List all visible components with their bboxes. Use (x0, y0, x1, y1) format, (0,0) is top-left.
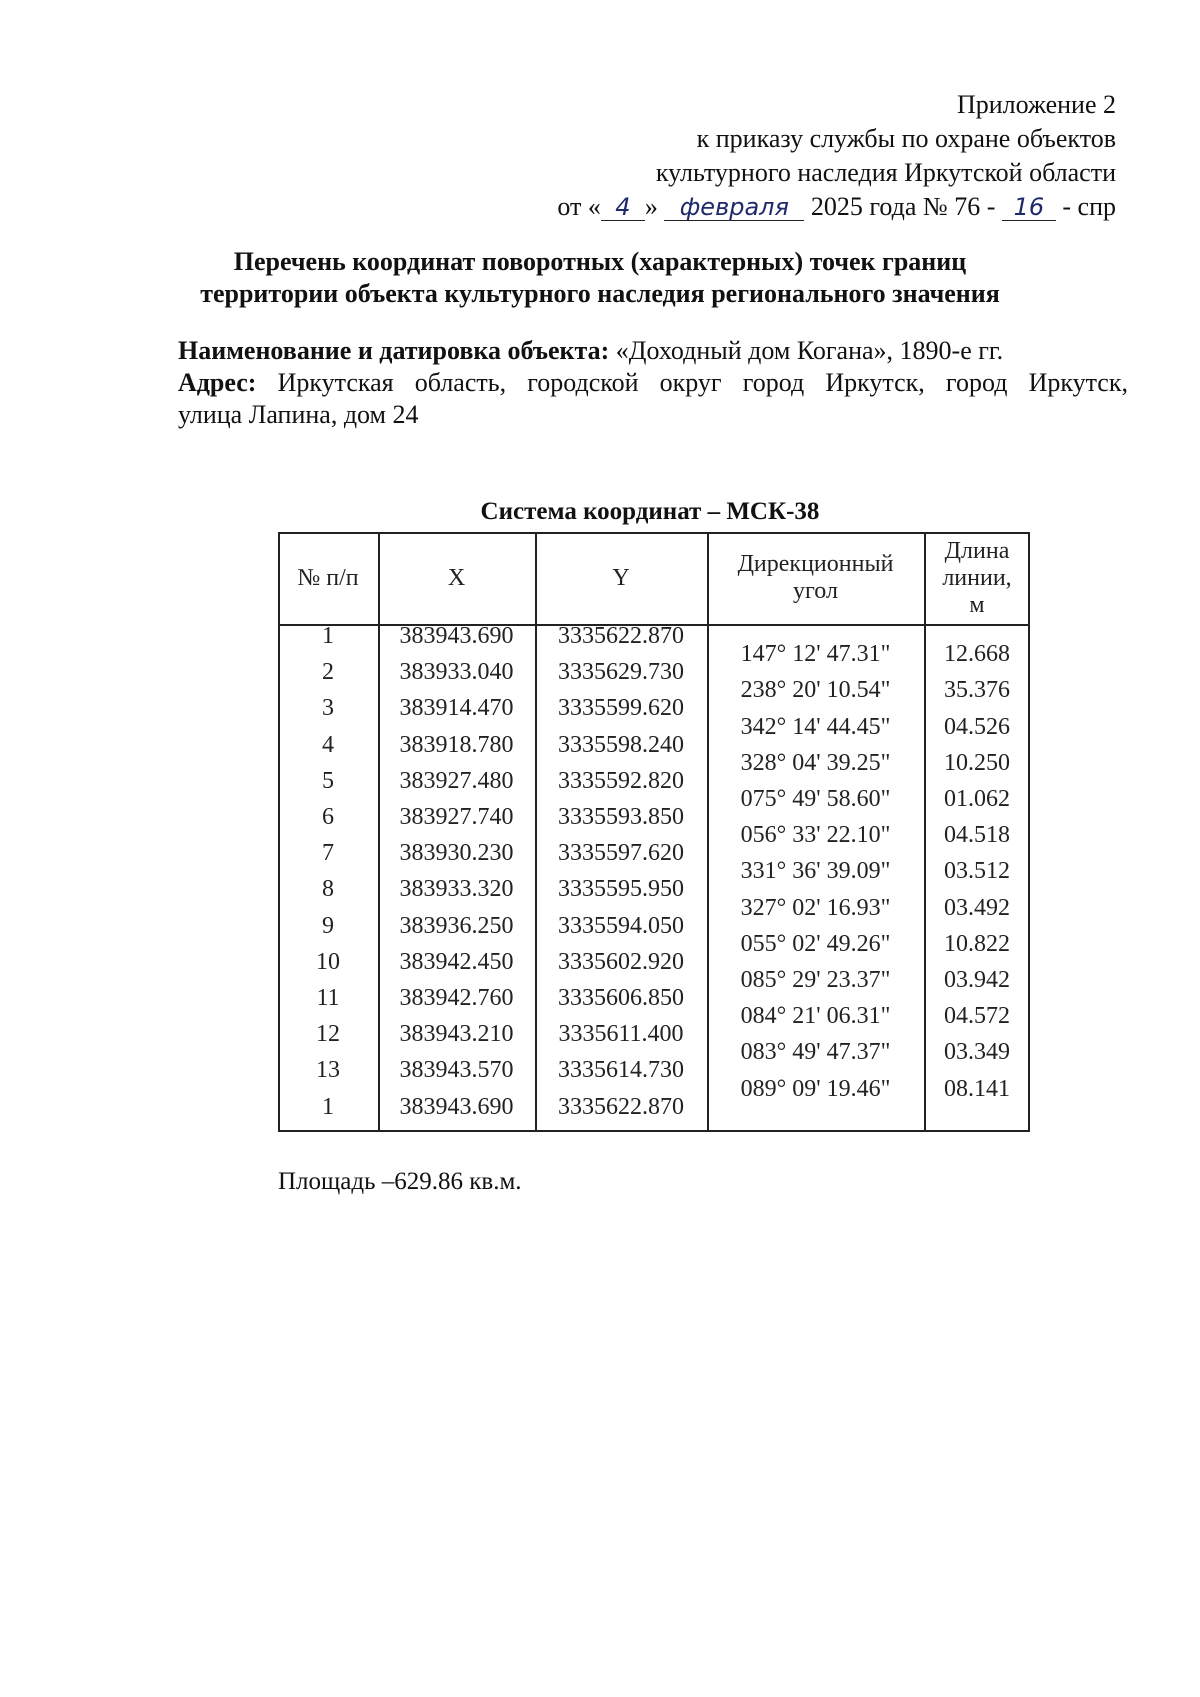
line-length-cell: 03.492 (944, 894, 1010, 921)
address-word: Иркутск, (1028, 368, 1128, 397)
y-coordinate-cell: 3335614.730 (558, 1057, 684, 1084)
point-number-cell: 13 (316, 1057, 340, 1084)
header-direction-angle (707, 532, 924, 624)
x-coordinate-cell: 383942.760 (399, 985, 514, 1011)
point-number-cell: 10 (316, 948, 340, 975)
line-length-cell: 12.668 (944, 641, 1010, 668)
line-length-cell: 04.526 (944, 713, 1010, 740)
handwritten-day: 4 (601, 194, 645, 221)
point-number-cell: 9 (322, 912, 334, 939)
x-coordinate-cell: 383943.570 (399, 1057, 514, 1084)
y-coordinate-cell: 3335629.730 (558, 659, 684, 686)
address-word: Иркутская (277, 368, 394, 397)
document-title (110, 246, 1090, 310)
point-number-cell: 2 (322, 659, 334, 686)
y-coordinate-cell: 3335592.820 (558, 767, 684, 794)
direction-angle-cell: 327° 02' 16.93" (740, 894, 891, 921)
point-number-cell: 4 (322, 731, 334, 758)
direction-angle-cell: 147° 12' 47.31" (740, 641, 891, 668)
appendix-header (557, 88, 1116, 224)
address-word: городской (527, 368, 639, 397)
order-date-line (557, 190, 1116, 224)
handwritten-number: 16 (1002, 194, 1056, 221)
y-coordinate-cell: 3335598.240 (558, 731, 684, 758)
direction-angle-cell: 089° 09' 19.46" (740, 1075, 891, 1102)
x-coordinate-cell: 383933.320 (399, 876, 514, 903)
handwritten-month: февраля (664, 194, 804, 221)
x-coordinate-cell: 383943.210 (399, 1021, 514, 1048)
header-length-line-3: м (969, 591, 985, 618)
direction-angle-cell: 342° 14' 44.45" (740, 713, 891, 740)
point-number-cell: 11 (316, 985, 340, 1011)
point-number-cell: 1 (322, 623, 334, 649)
y-coordinate-cell: 3335611.400 (558, 1021, 684, 1048)
x-coordinate-cell: 383943.690 (399, 1093, 514, 1120)
address-label: Адрес: (178, 368, 257, 397)
header-length-line-2: линии, (942, 564, 1012, 591)
x-coordinate-cell: 383927.480 (399, 767, 514, 794)
area-total: Площадь –629.86 кв.м. (278, 1168, 522, 1195)
x-coordinate-cell: 383914.470 (399, 695, 514, 722)
order-reference-line: к приказу службы по охране объектов (696, 124, 1116, 153)
title-line-1: Перечень координат поворотных (характерных) точек границ (233, 247, 967, 276)
header-length-line-1: Длина (944, 537, 1010, 564)
y-coordinate-cell: 3335622.870 (558, 1093, 684, 1120)
line-length-cell: 03.942 (944, 966, 1010, 993)
line-length-cell: 08.141 (944, 1075, 1010, 1102)
header-x: X (447, 564, 466, 591)
header-angle-line-1: Дирекционный (737, 551, 894, 577)
x-coordinate-cell: 383936.250 (399, 912, 514, 939)
line-length-cell: 03.349 (944, 1039, 1010, 1066)
object-info (178, 335, 1128, 431)
header-point-number: № п/п (297, 564, 359, 591)
direction-angle-cell: 085° 29' 23.37" (740, 966, 891, 993)
address-line (178, 367, 1128, 399)
point-number-cell: 12 (316, 1021, 340, 1048)
coordinate-system-caption: Система координат – МСК-38 (480, 498, 820, 525)
y-coordinate-cell: 3335593.850 (558, 804, 684, 830)
coordinates-table (278, 532, 1030, 1132)
address-word: область, (414, 368, 507, 397)
y-coordinate-cell: 3335599.620 (558, 695, 684, 722)
date-mid: » (644, 192, 658, 221)
object-name-label: Наименование и датировка объекта: (178, 336, 610, 365)
direction-angle-cell: 056° 33' 22.10" (740, 822, 891, 849)
x-coordinate-cell: 383942.450 (399, 948, 514, 975)
point-number-cell: 8 (322, 876, 334, 903)
x-coordinate-cell: 383927.740 (399, 804, 514, 830)
line-length-cell: 01.062 (944, 785, 1010, 812)
header-angle-line-2: угол (793, 578, 838, 604)
direction-angle-cell: 238° 20' 10.54" (740, 677, 891, 704)
point-number-cell: 3 (322, 695, 334, 722)
line-length-cell: 10.822 (944, 930, 1010, 957)
direction-angle-cell: 328° 04' 39.25" (740, 749, 891, 776)
address-word: город (742, 368, 805, 397)
direction-angle-cell: 083° 49' 47.37" (740, 1039, 891, 1066)
line-length-cell: 04.518 (944, 822, 1010, 849)
y-coordinate-cell: 3335622.870 (558, 623, 684, 649)
number-suffix: - спр (1062, 192, 1116, 221)
y-coordinate-cell: 3335595.950 (558, 876, 684, 903)
x-coordinate-cell: 383930.230 (399, 840, 514, 867)
line-length-cell: 10.250 (944, 749, 1010, 776)
line-length-cell: 04.572 (944, 1003, 1010, 1030)
agency-line: культурного наследия Иркутской области (655, 158, 1116, 187)
direction-angle-cell: 331° 36' 39.09" (740, 858, 891, 885)
header-line-length (924, 532, 1030, 624)
point-number-cell: 1 (322, 1093, 334, 1120)
address-word: Иркутск, (825, 368, 925, 397)
appendix-label: Приложение 2 (956, 90, 1116, 119)
y-coordinate-cell: 3335602.920 (558, 948, 684, 975)
y-coordinate-cell: 3335594.050 (558, 912, 684, 939)
address-line-2: улица Лапина, дом 24 (178, 400, 419, 429)
direction-angle-cell: 075° 49' 58.60" (740, 785, 891, 812)
address-word: город (945, 368, 1008, 397)
x-coordinate-cell: 383933.040 (399, 659, 514, 686)
y-coordinate-cell: 3335597.620 (558, 840, 684, 867)
title-line-2: территории объекта культурного наследия регионального значения (200, 279, 1000, 308)
header-y: Y (612, 564, 630, 591)
y-coordinate-cell: 3335606.850 (558, 985, 684, 1011)
object-name-line (178, 335, 1128, 367)
point-number-cell: 6 (322, 804, 334, 830)
line-length-cell: 35.376 (944, 677, 1010, 704)
point-number-cell: 7 (322, 840, 334, 867)
point-number-cell: 5 (322, 767, 334, 794)
object-name-value: «Доходный дом Когана», 1890-е гг. (615, 336, 1004, 365)
x-coordinate-cell: 383943.690 (399, 623, 514, 649)
line-length-cell: 03.512 (944, 858, 1010, 885)
x-coordinate-cell: 383918.780 (399, 731, 514, 758)
direction-angle-cell: 055° 02' 49.26" (740, 930, 891, 957)
address-word: округ (659, 368, 722, 397)
direction-angle-cell: 084° 21' 06.31" (740, 1003, 891, 1030)
year-and-number: 2025 года № 76 - (810, 192, 996, 221)
date-prefix: от « (557, 192, 601, 221)
